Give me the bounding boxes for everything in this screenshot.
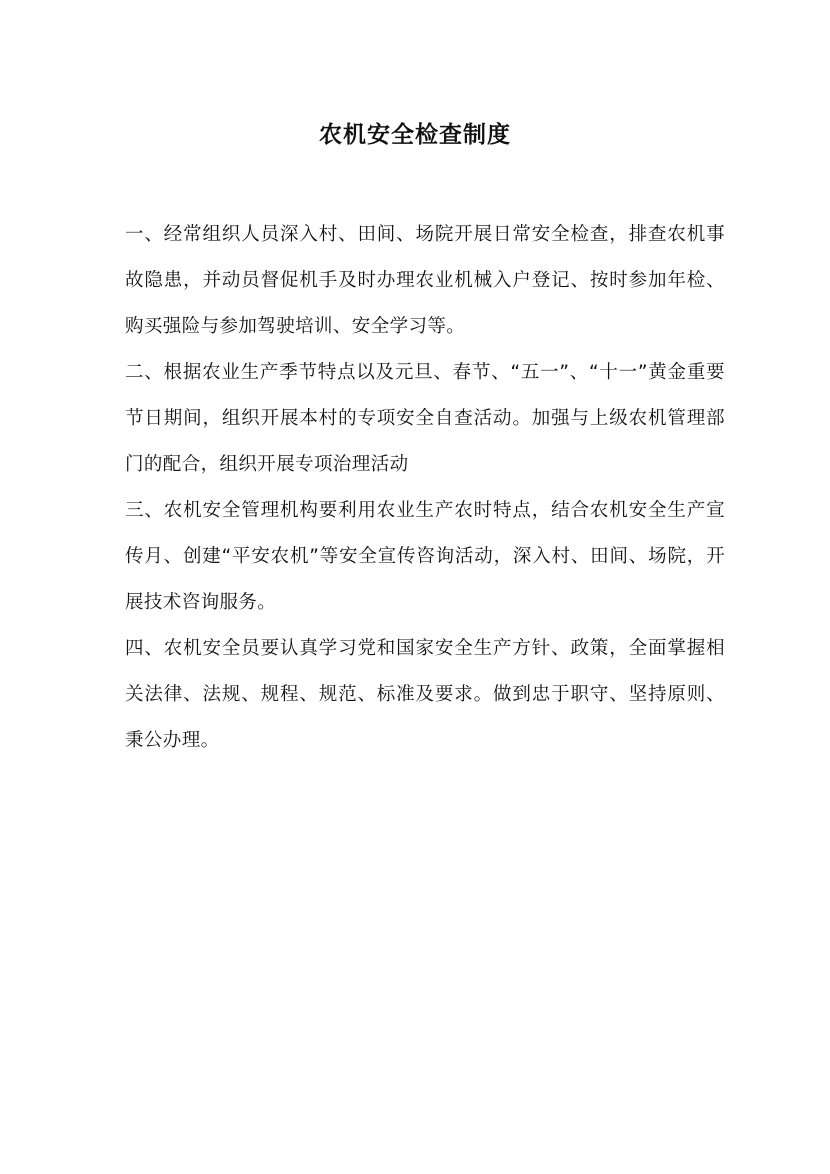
paragraph-2: 二、根据农业生产季节特点以及元旦、春节、“五一”、“十一”黄金重要节日期间，组织开展本村的专项安全自查活动。加强与上级农机管理部门的配合，组织开展专项治理活动	[125, 362, 725, 475]
document-title: 农机安全检查制度	[319, 122, 511, 148]
paragraph-4: 四、农机安全员要认真学习党和国家安全生产方针、政策，全面掌握相关法律、法规、规程、规范、标准及要求。做到忠于职守、坚持原则、秉公办理。	[125, 638, 725, 751]
paragraph-3: 三、农机安全管理机构要利用农业生产农时特点，结合农机安全生产宣传月、创建“平安农机”等安全宣传咨询活动，深入村、田间、场院，开展技术咨询服务。	[125, 500, 725, 613]
paragraph-1: 一、经常组织人员深入村、田间、场院开展日常安全检查，排查农机事故隐患，并动员督促机手及时办理农业机械入户登记、按时参加年检、购买强险与参加驾驶培训、安全学习等。	[125, 224, 725, 337]
document-body	[125, 212, 725, 764]
